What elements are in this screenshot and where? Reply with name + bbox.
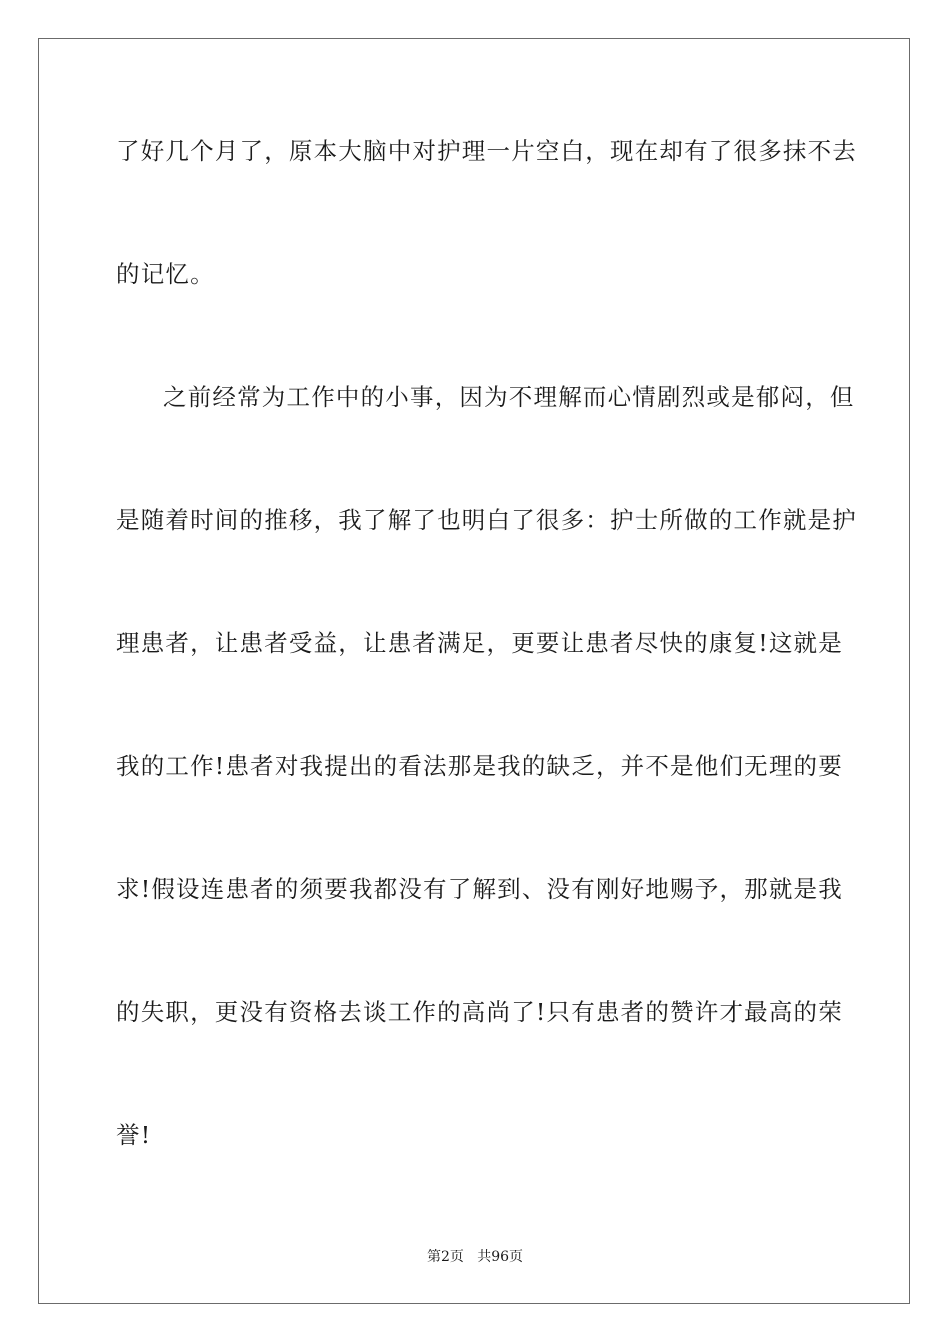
text-line: 是随着时间的推移，我了解了也明白了很多：护士所做的工作就是护 — [116, 506, 857, 534]
text-line: 了好几个月了，原本大脑中对护理一片空白，现在却有了很多抹不去 — [116, 137, 857, 165]
page-border — [38, 38, 910, 1304]
text-line: 的失职，更没有资格去谈工作的高尚了!只有患者的赞许才最高的荣 — [116, 998, 843, 1026]
text-line: 我的工作!患者对我提出的看法那是我的缺乏，并不是他们无理的要 — [116, 752, 843, 780]
text-line: 理患者，让患者受益，让患者满足，更要让患者尽快的康复!这就是 — [116, 629, 843, 657]
text-line: 誉! — [116, 1121, 152, 1149]
text-line: 的记忆。 — [116, 260, 215, 288]
paragraph-start-line: 之前经常为工作中的小事，因为不理解而心情剧烈或是郁闷，但 — [163, 383, 855, 411]
text-line: 求!假设连患者的须要我都没有了解到、没有刚好地赐予，那就是我 — [116, 875, 843, 903]
page-number-footer: 第2页 共96页 — [426, 1249, 524, 1265]
